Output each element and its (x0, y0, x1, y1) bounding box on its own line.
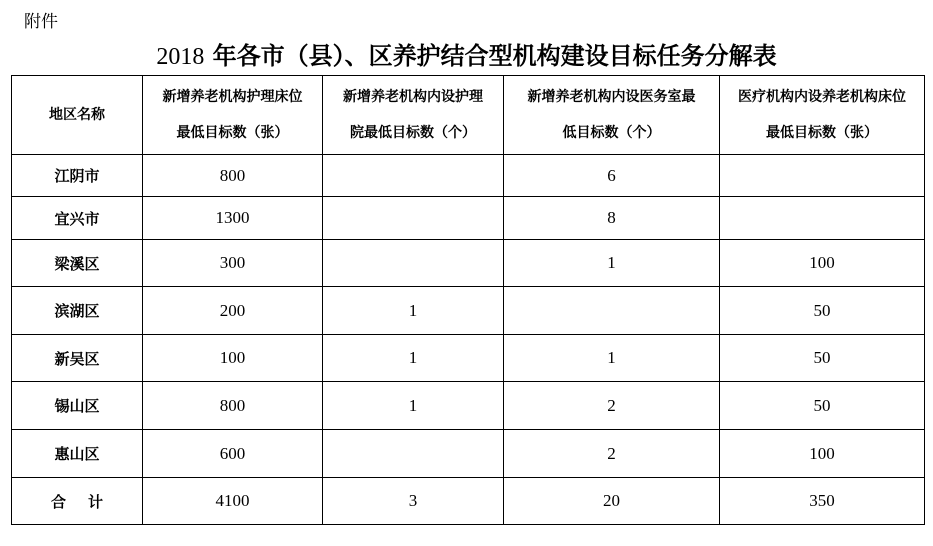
region-cell: 江阴市 (12, 155, 143, 197)
table-row (12, 335, 925, 382)
header-line: 新增养老机构内设护理 (343, 89, 483, 105)
table-row (12, 197, 925, 240)
title-year: 2018 (156, 44, 205, 70)
medical-beds-cell: 50 (720, 287, 925, 335)
nursing-cell (323, 197, 504, 240)
header-region: 地区名称 (12, 76, 143, 155)
total-medical-beds-cell: 350 (720, 478, 925, 525)
header-medical-elderly-beds (720, 76, 925, 155)
region-cell: 锡山区 (12, 382, 143, 430)
header-nursing-beds (143, 76, 323, 155)
table-row (12, 287, 925, 335)
beds-cell: 600 (143, 430, 323, 478)
header-line: 低目标数（个） (562, 125, 661, 141)
header-line: 最低目标数（张） (176, 125, 289, 141)
medical-beds-cell: 50 (720, 335, 925, 382)
header-clinics (504, 76, 720, 155)
medical-beds-cell: 100 (720, 240, 925, 287)
beds-cell: 300 (143, 240, 323, 287)
header-nursing-homes (323, 76, 504, 155)
region-cell: 滨湖区 (12, 287, 143, 335)
beds-cell: 200 (143, 287, 323, 335)
beds-cell: 100 (143, 335, 323, 382)
target-task-table (11, 75, 925, 525)
header-line: 最低目标数（张） (766, 125, 878, 141)
beds-cell: 800 (143, 155, 323, 197)
region-cell: 新吴区 (12, 335, 143, 382)
total-label-cell: 合计 (12, 478, 143, 525)
medical-beds-cell: 50 (720, 382, 925, 430)
medical-beds-cell: 100 (720, 430, 925, 478)
medical-beds-cell (720, 197, 925, 240)
attachment-label: 附件 (24, 12, 58, 32)
clinic-cell: 8 (504, 197, 720, 240)
beds-cell: 800 (143, 382, 323, 430)
clinic-cell: 1 (504, 335, 720, 382)
table-row (12, 382, 925, 430)
nursing-cell (323, 155, 504, 197)
nursing-cell (323, 430, 504, 478)
total-beds-cell: 4100 (143, 478, 323, 525)
nursing-cell: 1 (323, 335, 504, 382)
total-row (12, 478, 925, 525)
table-row (12, 240, 925, 287)
total-nursing-cell: 3 (323, 478, 504, 525)
nursing-cell: 1 (323, 287, 504, 335)
document-title (0, 40, 933, 73)
medical-beds-cell (720, 155, 925, 197)
title-text: 年各市（县）、区养护结合型机构建设目标任务分解表 (212, 41, 777, 70)
table-row (12, 430, 925, 478)
clinic-cell (504, 287, 720, 335)
clinic-cell: 6 (504, 155, 720, 197)
region-cell: 惠山区 (12, 430, 143, 478)
nursing-cell (323, 240, 504, 287)
beds-cell: 1300 (143, 197, 323, 240)
header-line: 新增养老机构内设医务室最 (527, 89, 696, 105)
table-header-row (12, 76, 925, 155)
clinic-cell: 2 (504, 430, 720, 478)
header-line: 院最低目标数（个） (350, 125, 476, 141)
region-cell: 宜兴市 (12, 197, 143, 240)
region-cell: 梁溪区 (12, 240, 143, 287)
nursing-cell: 1 (323, 382, 504, 430)
clinic-cell: 1 (504, 240, 720, 287)
table-row (12, 155, 925, 197)
header-line: 新增养老机构护理床位 (162, 89, 303, 105)
clinic-cell: 2 (504, 382, 720, 430)
total-clinic-cell: 20 (504, 478, 720, 525)
header-line: 医疗机构内设养老机构床位 (738, 89, 906, 105)
